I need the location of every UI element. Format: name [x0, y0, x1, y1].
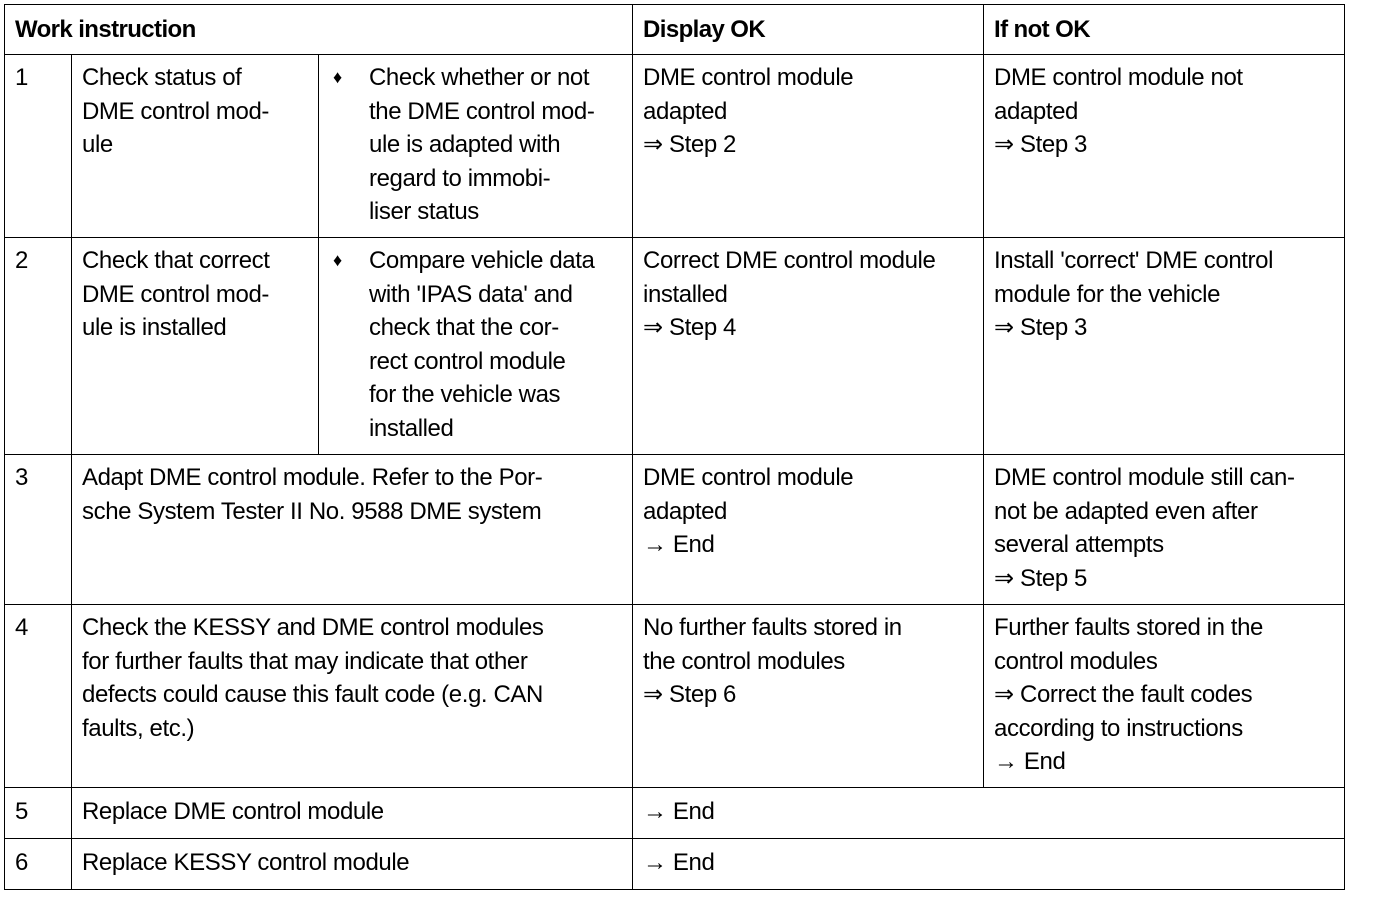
table-row-2: [5, 238, 1345, 455]
if-not-ok-line: ⇒ Correct the fault codes: [994, 681, 1253, 708]
detail-cell: [319, 55, 633, 238]
table-row-5: [5, 788, 1345, 839]
work-instruction-table: [4, 4, 1345, 890]
detail-line: installed: [369, 414, 454, 442]
detail-line: for the vehicle was: [369, 381, 561, 408]
display-ok-cell: [633, 55, 984, 238]
instruction-line: Check status of: [82, 64, 242, 91]
instruction-cell: [72, 839, 633, 890]
display-ok-line: the control modules: [643, 647, 845, 675]
if-not-ok-line: module for the vehicle: [994, 280, 1221, 308]
instruction-line: Replace DME control module: [82, 798, 384, 825]
instruction-line: defects could cause this fault code (e.g. CAN: [82, 681, 543, 708]
detail-line: ule is adapted with: [369, 131, 561, 158]
display-ok-line: ⇒ Step 4: [643, 314, 736, 341]
instruction-cell: [72, 455, 633, 605]
instruction-line: DME control mod-: [82, 280, 269, 308]
instruction-line: sche System Tester II No. 9588 DME system: [82, 497, 542, 525]
header-work-instruction: Work instruction: [5, 5, 633, 55]
if-not-ok-line: Further faults stored in the: [994, 614, 1263, 641]
result-cell: → End: [633, 839, 1345, 890]
bullet-item: [329, 244, 622, 445]
if-not-ok-line: → End: [994, 748, 1066, 775]
display-ok-line: ⇒ Step 2: [643, 131, 736, 158]
result-cell: → End: [633, 788, 1345, 839]
instruction-line: for further faults that may indicate that other: [82, 647, 528, 675]
display-ok-cell: [633, 605, 984, 788]
instruction-line: Adapt DME control module. Refer to the Por-: [82, 464, 543, 491]
display-ok-cell: [633, 238, 984, 455]
display-ok-line: adapted: [643, 97, 727, 125]
table-row-6: [5, 839, 1345, 890]
instruction-cell: [72, 238, 319, 455]
if-not-ok-line: ⇒ Step 3: [994, 131, 1087, 158]
table-row-1: [5, 55, 1345, 238]
if-not-ok-cell: [984, 455, 1345, 605]
step-number: 4: [5, 605, 72, 788]
header-row: [5, 5, 1345, 55]
if-not-ok-line: control modules: [994, 647, 1158, 675]
instruction-cell: [72, 55, 319, 238]
instruction-cell: [72, 605, 633, 788]
diamond-bullet-icon: ♦: [333, 250, 342, 270]
instruction-line: faults, etc.): [82, 714, 195, 742]
detail-line: liser status: [369, 198, 479, 225]
detail-line: Check whether or not: [369, 64, 590, 91]
if-not-ok-line: DME control module still can-: [994, 464, 1295, 491]
display-ok-cell: [633, 455, 984, 605]
if-not-ok-cell: [984, 238, 1345, 455]
if-not-ok-line: DME control module not: [994, 64, 1243, 91]
detail-line: regard to immobi-: [369, 164, 551, 192]
display-ok-line: adapted: [643, 497, 727, 525]
instruction-line: DME control mod-: [82, 97, 269, 125]
display-ok-line: DME control module: [643, 464, 854, 491]
header-if-not-ok: If not OK: [984, 5, 1345, 55]
table-row-3: [5, 455, 1345, 605]
if-not-ok-line: Install 'correct' DME control: [994, 247, 1274, 274]
detail-line: with 'IPAS data' and: [369, 280, 573, 308]
if-not-ok-line: not be adapted even after: [994, 497, 1258, 525]
detail-line: check that the cor-: [369, 314, 559, 341]
instruction-cell: [72, 788, 633, 839]
if-not-ok-line: several attempts: [994, 531, 1164, 558]
step-number: 3: [5, 455, 72, 605]
display-ok-line: DME control module: [643, 64, 854, 91]
table-row-4: [5, 605, 1345, 788]
diamond-bullet-icon: ♦: [333, 67, 342, 87]
if-not-ok-line: ⇒ Step 5: [994, 564, 1087, 592]
detail-line: the DME control mod-: [369, 97, 595, 125]
if-not-ok-cell: [984, 55, 1345, 238]
bullet-item: [329, 61, 622, 229]
instruction-line: Replace KESSY control module: [82, 849, 410, 876]
step-number: 6: [5, 839, 72, 890]
step-number: 1: [5, 55, 72, 238]
detail-cell: [319, 238, 633, 455]
display-ok-line: No further faults stored in: [643, 614, 902, 641]
if-not-ok-cell: [984, 605, 1345, 788]
display-ok-line: Correct DME control module: [643, 247, 936, 274]
detail-line: Compare vehicle data: [369, 247, 595, 274]
if-not-ok-line: according to instructions: [994, 714, 1243, 742]
if-not-ok-line: adapted: [994, 97, 1078, 125]
detail-line: rect control module: [369, 347, 566, 375]
instruction-line: Check that correct: [82, 247, 270, 274]
instruction-line: ule: [82, 131, 113, 158]
step-number: 5: [5, 788, 72, 839]
display-ok-line: installed: [643, 280, 728, 308]
display-ok-line: → End: [643, 531, 715, 558]
step-number: 2: [5, 238, 72, 455]
instruction-line: ule is installed: [82, 314, 227, 341]
instruction-line: Check the KESSY and DME control modules: [82, 614, 544, 641]
display-ok-line: ⇒ Step 6: [643, 681, 736, 708]
header-display-ok: Display OK: [633, 5, 984, 55]
if-not-ok-line: ⇒ Step 3: [994, 314, 1087, 341]
